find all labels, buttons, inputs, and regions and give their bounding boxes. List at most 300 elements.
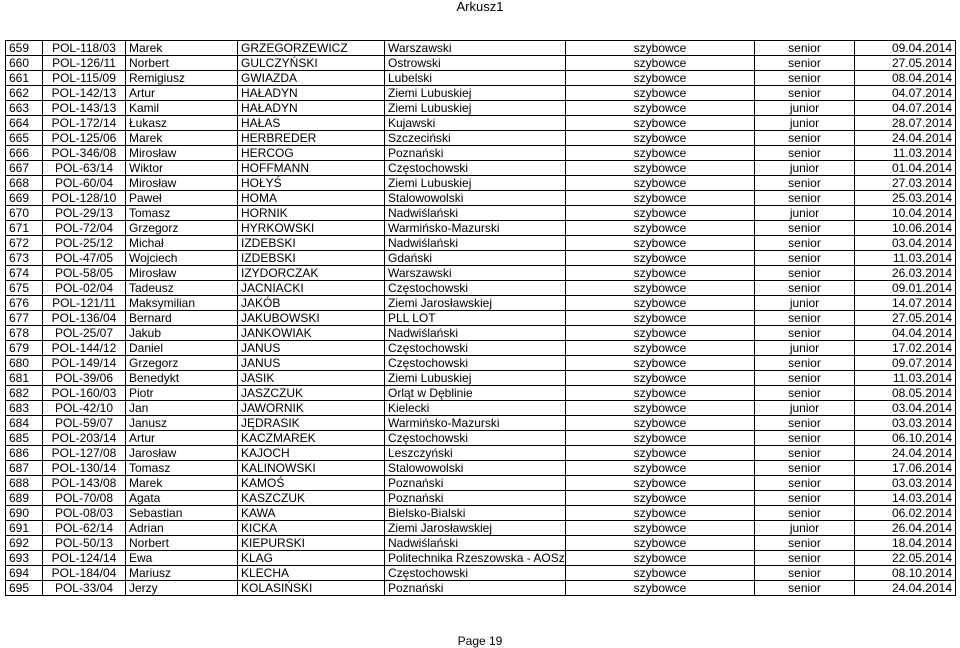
cell-license-id: POL-124/14	[43, 551, 126, 566]
cell-category: szybowce	[566, 281, 755, 296]
cell-last-name: HAŁADYN	[238, 101, 385, 116]
cell-date: 24.04.2014	[855, 446, 956, 461]
cell-date: 27.05.2014	[855, 311, 956, 326]
cell-last-name: KACZMAREK	[238, 431, 385, 446]
cell-license-id: POL-72/04	[43, 221, 126, 236]
cell-category: szybowce	[566, 581, 755, 596]
cell-club: Nadwiślański	[385, 326, 566, 341]
cell-level: senior	[755, 221, 855, 236]
table-row	[6, 296, 956, 311]
cell-last-name: KAMOŚ	[238, 476, 385, 491]
cell-first-name: Janusz	[126, 416, 238, 431]
cell-license-id: POL-47/05	[43, 251, 126, 266]
cell-license-id: POL-62/14	[43, 521, 126, 536]
cell-license-id: POL-39/06	[43, 371, 126, 386]
table-row	[6, 146, 956, 161]
table-row	[6, 341, 956, 356]
table-row	[6, 461, 956, 476]
cell-category: szybowce	[566, 491, 755, 506]
cell-row-number: 689	[6, 491, 43, 506]
cell-row-number: 693	[6, 551, 43, 566]
cell-row-number: 687	[6, 461, 43, 476]
cell-license-id: POL-08/03	[43, 506, 126, 521]
cell-date: 27.03.2014	[855, 176, 956, 191]
cell-level: senior	[755, 281, 855, 296]
cell-row-number: 690	[6, 506, 43, 521]
cell-last-name: JĘDRASIK	[238, 416, 385, 431]
table-row	[6, 251, 956, 266]
cell-date: 08.10.2014	[855, 566, 956, 581]
cell-date: 04.07.2014	[855, 101, 956, 116]
table-row	[6, 56, 956, 71]
cell-date: 28.07.2014	[855, 116, 956, 131]
cell-row-number: 679	[6, 341, 43, 356]
cell-date: 14.07.2014	[855, 296, 956, 311]
cell-first-name: Mirosław	[126, 146, 238, 161]
cell-level: junior	[755, 116, 855, 131]
cell-license-id: POL-50/13	[43, 536, 126, 551]
cell-last-name: HYRKOWSKI	[238, 221, 385, 236]
table-row	[6, 326, 956, 341]
table-row	[6, 206, 956, 221]
cell-level: senior	[755, 461, 855, 476]
cell-date: 11.03.2014	[855, 146, 956, 161]
cell-category: szybowce	[566, 506, 755, 521]
cell-license-id: POL-130/14	[43, 461, 126, 476]
cell-level: senior	[755, 431, 855, 446]
cell-first-name: Remigiusz	[126, 71, 238, 86]
cell-row-number: 683	[6, 401, 43, 416]
cell-first-name: Grzegorz	[126, 356, 238, 371]
cell-license-id: POL-149/14	[43, 356, 126, 371]
cell-category: szybowce	[566, 536, 755, 551]
cell-level: senior	[755, 356, 855, 371]
cell-level: senior	[755, 191, 855, 206]
cell-level: junior	[755, 296, 855, 311]
cell-club: Nadwiślański	[385, 236, 566, 251]
cell-row-number: 677	[6, 311, 43, 326]
cell-date: 09.01.2014	[855, 281, 956, 296]
cell-first-name: Artur	[126, 86, 238, 101]
cell-club: Szczeciński	[385, 131, 566, 146]
cell-category: szybowce	[566, 551, 755, 566]
cell-row-number: 682	[6, 386, 43, 401]
cell-row-number: 666	[6, 146, 43, 161]
cell-license-id: POL-143/13	[43, 101, 126, 116]
table-row	[6, 191, 956, 206]
cell-license-id: POL-184/04	[43, 566, 126, 581]
cell-last-name: IZYDORCZAK	[238, 266, 385, 281]
cell-first-name: Kamil	[126, 101, 238, 116]
cell-club: Nadwiślański	[385, 536, 566, 551]
cell-date: 17.06.2014	[855, 461, 956, 476]
document-title: Arkusz1	[456, 0, 504, 14]
cell-level: senior	[755, 476, 855, 491]
cell-club: Lubelski	[385, 71, 566, 86]
cell-first-name: Benedykt	[126, 371, 238, 386]
table-row	[6, 131, 956, 146]
table-row	[6, 551, 956, 566]
cell-first-name: Jerzy	[126, 581, 238, 596]
table-row	[6, 401, 956, 416]
table-body	[6, 41, 956, 596]
table-row	[6, 86, 956, 101]
cell-last-name: KLAG	[238, 551, 385, 566]
cell-license-id: POL-142/13	[43, 86, 126, 101]
cell-club: Warszawski	[385, 41, 566, 56]
cell-club: Poznański	[385, 581, 566, 596]
cell-license-id: POL-128/10	[43, 191, 126, 206]
table-row	[6, 71, 956, 86]
cell-last-name: KAWA	[238, 506, 385, 521]
cell-level: senior	[755, 506, 855, 521]
cell-first-name: Norbert	[126, 536, 238, 551]
cell-license-id: POL-160/03	[43, 386, 126, 401]
data-table	[5, 40, 956, 596]
cell-row-number: 662	[6, 86, 43, 101]
cell-club: Stalowowolski	[385, 461, 566, 476]
cell-row-number: 678	[6, 326, 43, 341]
cell-level: senior	[755, 176, 855, 191]
cell-license-id: POL-143/08	[43, 476, 126, 491]
cell-club: Bielsko-Bialski	[385, 506, 566, 521]
cell-last-name: JASIK	[238, 371, 385, 386]
cell-level: senior	[755, 56, 855, 71]
cell-club: Warmińsko-Mazurski	[385, 221, 566, 236]
cell-row-number: 670	[6, 206, 43, 221]
table-row	[6, 581, 956, 596]
cell-row-number: 684	[6, 416, 43, 431]
cell-last-name: KASZCZUK	[238, 491, 385, 506]
cell-first-name: Tomasz	[126, 206, 238, 221]
cell-row-number: 671	[6, 221, 43, 236]
cell-license-id: POL-58/05	[43, 266, 126, 281]
cell-category: szybowce	[566, 476, 755, 491]
cell-row-number: 664	[6, 116, 43, 131]
cell-last-name: JAWORNIK	[238, 401, 385, 416]
cell-date: 10.04.2014	[855, 206, 956, 221]
table-row	[6, 161, 956, 176]
cell-first-name: Mirosław	[126, 266, 238, 281]
cell-club: Poznański	[385, 146, 566, 161]
cell-category: szybowce	[566, 86, 755, 101]
table-row	[6, 281, 956, 296]
cell-first-name: Marek	[126, 476, 238, 491]
cell-level: senior	[755, 251, 855, 266]
cell-license-id: POL-33/04	[43, 581, 126, 596]
cell-last-name: HOŁYŚ	[238, 176, 385, 191]
cell-row-number: 667	[6, 161, 43, 176]
cell-first-name: Jarosław	[126, 446, 238, 461]
cell-first-name: Piotr	[126, 386, 238, 401]
cell-club: PLL LOT	[385, 311, 566, 326]
cell-level: senior	[755, 491, 855, 506]
cell-club: Ziemi Lubuskiej	[385, 101, 566, 116]
cell-row-number: 674	[6, 266, 43, 281]
cell-first-name: Sebastian	[126, 506, 238, 521]
cell-first-name: Jakub	[126, 326, 238, 341]
cell-row-number: 695	[6, 581, 43, 596]
cell-date: 09.07.2014	[855, 356, 956, 371]
cell-date: 01.04.2014	[855, 161, 956, 176]
cell-date: 04.07.2014	[855, 86, 956, 101]
cell-last-name: IZDEBSKI	[238, 236, 385, 251]
cell-category: szybowce	[566, 146, 755, 161]
table-row	[6, 311, 956, 326]
cell-last-name: JAKÓB	[238, 296, 385, 311]
cell-first-name: Norbert	[126, 56, 238, 71]
cell-club: Warszawski	[385, 266, 566, 281]
cell-last-name: GULCZYŃSKI	[238, 56, 385, 71]
cell-club: Ziemi Lubuskiej	[385, 371, 566, 386]
cell-row-number: 673	[6, 251, 43, 266]
cell-last-name: IZDEBSKI	[238, 251, 385, 266]
cell-last-name: JANKOWIAK	[238, 326, 385, 341]
table-row	[6, 356, 956, 371]
cell-license-id: POL-59/07	[43, 416, 126, 431]
cell-category: szybowce	[566, 41, 755, 56]
cell-level: senior	[755, 566, 855, 581]
cell-last-name: HAŁADYN	[238, 86, 385, 101]
cell-category: szybowce	[566, 266, 755, 281]
table-row	[6, 386, 956, 401]
cell-level: junior	[755, 341, 855, 356]
cell-club: Częstochowski	[385, 341, 566, 356]
cell-club: Kujawski	[385, 116, 566, 131]
cell-level: junior	[755, 401, 855, 416]
cell-first-name: Maksymilian	[126, 296, 238, 311]
table-row	[6, 446, 956, 461]
cell-date: 06.10.2014	[855, 431, 956, 446]
cell-level: senior	[755, 146, 855, 161]
cell-license-id: POL-60/04	[43, 176, 126, 191]
cell-license-id: POL-118/03	[43, 41, 126, 56]
cell-category: szybowce	[566, 161, 755, 176]
cell-club: Politechnika Rzeszowska - AOSz	[385, 551, 566, 566]
cell-last-name: KICKA	[238, 521, 385, 536]
cell-club: Ziemi Lubuskiej	[385, 86, 566, 101]
cell-club: Częstochowski	[385, 566, 566, 581]
cell-date: 03.04.2014	[855, 401, 956, 416]
cell-level: senior	[755, 551, 855, 566]
cell-level: senior	[755, 446, 855, 461]
cell-license-id: POL-126/11	[43, 56, 126, 71]
cell-club: Ziemi Jarosławskiej	[385, 296, 566, 311]
cell-category: szybowce	[566, 131, 755, 146]
cell-license-id: POL-25/12	[43, 236, 126, 251]
cell-first-name: Bernard	[126, 311, 238, 326]
cell-first-name: Tomasz	[126, 461, 238, 476]
cell-row-number: 694	[6, 566, 43, 581]
cell-category: szybowce	[566, 236, 755, 251]
cell-category: szybowce	[566, 296, 755, 311]
cell-category: szybowce	[566, 56, 755, 71]
cell-category: szybowce	[566, 71, 755, 86]
cell-license-id: POL-172/14	[43, 116, 126, 131]
table-row	[6, 176, 956, 191]
cell-last-name: HERBREDER	[238, 131, 385, 146]
cell-date: 18.04.2014	[855, 536, 956, 551]
cell-first-name: Tadeusz	[126, 281, 238, 296]
cell-first-name: Wojciech	[126, 251, 238, 266]
cell-last-name: KOLASIŃSKI	[238, 581, 385, 596]
cell-last-name: JASZCZUK	[238, 386, 385, 401]
cell-row-number: 675	[6, 281, 43, 296]
cell-level: senior	[755, 236, 855, 251]
cell-row-number: 660	[6, 56, 43, 71]
cell-level: senior	[755, 581, 855, 596]
cell-date: 11.03.2014	[855, 371, 956, 386]
cell-club: Warmińsko-Mazurski	[385, 416, 566, 431]
cell-level: senior	[755, 311, 855, 326]
page-footer: Page 19	[457, 634, 503, 648]
cell-first-name: Daniel	[126, 341, 238, 356]
cell-category: szybowce	[566, 311, 755, 326]
cell-license-id: POL-136/04	[43, 311, 126, 326]
cell-level: junior	[755, 101, 855, 116]
cell-club: Ostrowski	[385, 56, 566, 71]
cell-club: Gdański	[385, 251, 566, 266]
cell-category: szybowce	[566, 176, 755, 191]
cell-level: junior	[755, 521, 855, 536]
cell-category: szybowce	[566, 566, 755, 581]
cell-last-name: KLECHA	[238, 566, 385, 581]
cell-category: szybowce	[566, 116, 755, 131]
cell-license-id: POL-127/08	[43, 446, 126, 461]
cell-last-name: JAKUBOWSKI	[238, 311, 385, 326]
cell-date: 24.04.2014	[855, 581, 956, 596]
cell-level: senior	[755, 266, 855, 281]
cell-level: junior	[755, 161, 855, 176]
cell-club: Leszczyński	[385, 446, 566, 461]
cell-row-number: 672	[6, 236, 43, 251]
cell-first-name: Paweł	[126, 191, 238, 206]
cell-last-name: KAJOCH	[238, 446, 385, 461]
cell-club: Częstochowski	[385, 161, 566, 176]
cell-category: szybowce	[566, 101, 755, 116]
cell-first-name: Michał	[126, 236, 238, 251]
cell-license-id: POL-125/06	[43, 131, 126, 146]
cell-date: 03.03.2014	[855, 416, 956, 431]
cell-first-name: Mirosław	[126, 176, 238, 191]
cell-date: 04.04.2014	[855, 326, 956, 341]
cell-last-name: GWIAZDA	[238, 71, 385, 86]
cell-last-name: HAŁAS	[238, 116, 385, 131]
cell-row-number: 686	[6, 446, 43, 461]
cell-last-name: GRZEGORZEWICZ	[238, 41, 385, 56]
cell-level: senior	[755, 131, 855, 146]
cell-level: senior	[755, 326, 855, 341]
cell-last-name: HORNIK	[238, 206, 385, 221]
table-row	[6, 521, 956, 536]
cell-category: szybowce	[566, 251, 755, 266]
table-row	[6, 101, 956, 116]
cell-row-number: 669	[6, 191, 43, 206]
table-row	[6, 536, 956, 551]
cell-club: Ziemi Jarosławskiej	[385, 521, 566, 536]
table-row	[6, 431, 956, 446]
cell-license-id: POL-42/10	[43, 401, 126, 416]
table-row	[6, 236, 956, 251]
cell-last-name: HOMA	[238, 191, 385, 206]
cell-date: 25.03.2014	[855, 191, 956, 206]
cell-category: szybowce	[566, 446, 755, 461]
cell-row-number: 661	[6, 71, 43, 86]
cell-date: 06.02.2014	[855, 506, 956, 521]
cell-first-name: Adrian	[126, 521, 238, 536]
cell-date: 09.04.2014	[855, 41, 956, 56]
cell-row-number: 659	[6, 41, 43, 56]
cell-date: 26.03.2014	[855, 266, 956, 281]
cell-last-name: JANUS	[238, 356, 385, 371]
cell-club: Orląt w Dęblinie	[385, 386, 566, 401]
cell-date: 08.05.2014	[855, 386, 956, 401]
cell-category: szybowce	[566, 371, 755, 386]
cell-category: szybowce	[566, 521, 755, 536]
cell-date: 24.04.2014	[855, 131, 956, 146]
table-row	[6, 506, 956, 521]
cell-club: Poznański	[385, 476, 566, 491]
cell-last-name: JACNIACKI	[238, 281, 385, 296]
cell-club: Poznański	[385, 491, 566, 506]
cell-first-name: Marek	[126, 131, 238, 146]
cell-category: szybowce	[566, 221, 755, 236]
cell-first-name: Grzegorz	[126, 221, 238, 236]
cell-date: 14.03.2014	[855, 491, 956, 506]
cell-level: senior	[755, 41, 855, 56]
cell-category: szybowce	[566, 206, 755, 221]
cell-club: Ziemi Lubuskiej	[385, 176, 566, 191]
cell-first-name: Ewa	[126, 551, 238, 566]
table-row	[6, 476, 956, 491]
cell-license-id: POL-63/14	[43, 161, 126, 176]
cell-license-id: POL-25/07	[43, 326, 126, 341]
cell-license-id: POL-346/08	[43, 146, 126, 161]
cell-first-name: Agata	[126, 491, 238, 506]
cell-date: 10.06.2014	[855, 221, 956, 236]
cell-license-id: POL-70/08	[43, 491, 126, 506]
cell-category: szybowce	[566, 326, 755, 341]
cell-license-id: POL-02/04	[43, 281, 126, 296]
table-row	[6, 41, 956, 56]
cell-category: szybowce	[566, 191, 755, 206]
table-row	[6, 266, 956, 281]
cell-first-name: Wiktor	[126, 161, 238, 176]
cell-row-number: 681	[6, 371, 43, 386]
cell-category: szybowce	[566, 461, 755, 476]
cell-date: 26.04.2014	[855, 521, 956, 536]
cell-row-number: 692	[6, 536, 43, 551]
cell-date: 11.03.2014	[855, 251, 956, 266]
cell-last-name: HOFFMANN	[238, 161, 385, 176]
cell-level: senior	[755, 71, 855, 86]
cell-level: senior	[755, 386, 855, 401]
cell-last-name: JANUS	[238, 341, 385, 356]
cell-license-id: POL-144/12	[43, 341, 126, 356]
cell-club: Stalowowolski	[385, 191, 566, 206]
cell-level: senior	[755, 371, 855, 386]
cell-first-name: Jan	[126, 401, 238, 416]
table-row	[6, 116, 956, 131]
cell-date: 03.04.2014	[855, 236, 956, 251]
cell-last-name: KIEPURSKI	[238, 536, 385, 551]
cell-club: Częstochowski	[385, 356, 566, 371]
cell-category: szybowce	[566, 356, 755, 371]
cell-license-id: POL-203/14	[43, 431, 126, 446]
cell-first-name: Łukasz	[126, 116, 238, 131]
table-row	[6, 416, 956, 431]
cell-date: 03.03.2014	[855, 476, 956, 491]
